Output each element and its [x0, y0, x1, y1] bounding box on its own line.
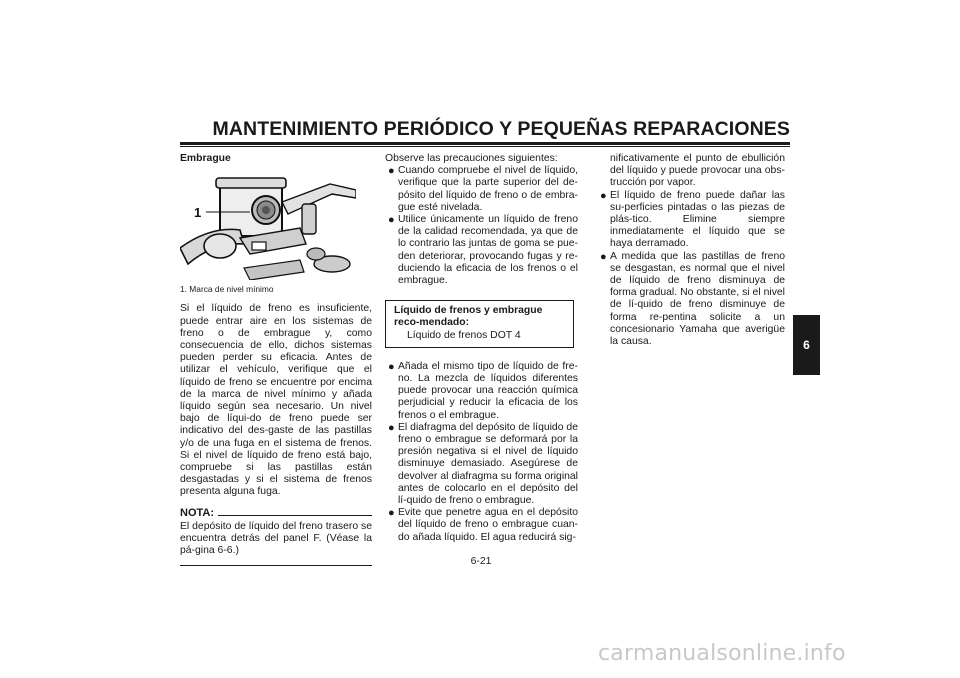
note-rule	[218, 515, 372, 516]
list-item-text: Utilice únicamente un líquido de freno de la calidad recomendada, ya que de lo contrario las juntas de goma se pue-den deteriorar, provocando fugas y re-duciendo la eficacia de los frenos o el embrague.	[398, 214, 578, 287]
spec-title: Líquido de frenos y embrague reco-mendado:	[394, 305, 543, 329]
header-rule	[180, 142, 790, 145]
middle-column	[385, 153, 578, 544]
chapter-tab: 6	[793, 315, 820, 375]
spec-box	[385, 300, 574, 348]
list-item	[385, 165, 578, 214]
section-subheading: Embrague	[180, 153, 231, 164]
bullet-icon: ●	[388, 421, 395, 434]
bullet-icon: ●	[600, 189, 607, 202]
list-item-text: A medida que las pastillas de freno se desgastan, es normal que el nivel de líquido de freno disminuya de forma gradual. No obstante, si el nivel de lí-quido de freno disminuye de forma re-pentina solicite a un concesionario Yamaha que averigüe la causa.	[610, 250, 785, 348]
note-header	[180, 507, 372, 519]
list-item	[385, 214, 578, 287]
bullet-icon: ●	[388, 360, 395, 373]
watermark: carmanualsonline.info	[598, 641, 846, 666]
list-item-text: Cuando compruebe el nivel de líquido, verifique que la parte superior del de-pósito del líquido de freno o de embra-gue esté nivelada.	[398, 165, 578, 213]
continuation-text: nificativamente el punto de ebullición del líquido y puede provocar una obs-trucción por vapor.	[610, 153, 785, 189]
figure-caption: 1. Marca de nivel mínimo	[180, 284, 274, 295]
page-number: 6-21	[470, 556, 492, 567]
bullet-icon: ●	[388, 165, 395, 178]
body-paragraph: Si el líquido de freno es insuficiente, puede entrar aire en los sistemas de freno o de embrague y, como consecuencia de ello, dichos sistemas pueden perder su eficacia. Antes de utilizar el vehículo, verifique que el líquido de freno se encuentre por encima de la marca de nivel mínimo y añada líquido según sea necesario. Un nivel bajo de líqui-do de freno puede ser indicativo del des-gaste de las pastillas y/o de una fuga en el sistema de frenos. Si el nivel de líquido de freno está bajo, compruebe si las pastillas están desgastadas y si el sistema de frenos presenta alguna fuga.	[180, 303, 372, 498]
spec-value: Líquido de frenos DOT 4	[407, 329, 521, 341]
list-item-text: El diafragma del depósito de líquido de freno o embrague se deformará por la presión negativa si el nivel de líquido disminuye demasiado. Asegúrese de devolver al diafragma su forma original antes de colocarlo en el depósito del lí-quido de freno o embrague.	[398, 421, 578, 507]
note-label: NOTA:	[180, 506, 215, 519]
note-end-rule	[180, 565, 372, 566]
note-text: El depósito de líquido del freno trasero se encuentra detrás del panel F. (Véase la pá-gina 6-6.)	[180, 520, 372, 557]
list-item	[597, 190, 785, 251]
bullet-icon: ●	[600, 250, 607, 263]
precautions-lead: Observe las precauciones siguientes:	[385, 153, 558, 164]
list-item-text: Añada el mismo tipo de líquido de fre-no. La mezcla de líquidos diferentes puede provocar una reacción química perjudicial y reducir la eficacia de los frenos o el embrague.	[398, 360, 578, 421]
list-item-text: El líquido de freno puede dañar las su-perficies pintadas o las piezas de plás-tico. Elimine siempre inmediatamente el líquido que se haya derramado.	[610, 189, 785, 250]
list-item	[385, 361, 578, 422]
list-item	[597, 251, 785, 349]
list-item-text: Evite que penetre agua en el depósito del líquido de freno o embrague cuan-do añada líquido. El agua reducirá sig-	[398, 507, 578, 543]
list-item	[385, 507, 578, 544]
clutch-reservoir-photo	[180, 168, 356, 280]
list-item	[385, 422, 578, 507]
header-rule-thin	[180, 146, 790, 147]
bullet-icon: ●	[388, 214, 395, 227]
bullet-icon: ●	[388, 507, 395, 520]
page-title: MANTENIMIENTO PERIÓDICO Y PEQUEÑAS REPARACIONES	[212, 118, 790, 140]
figure-callout-number: 1	[194, 205, 202, 221]
right-column	[597, 153, 785, 348]
left-column	[180, 153, 372, 566]
